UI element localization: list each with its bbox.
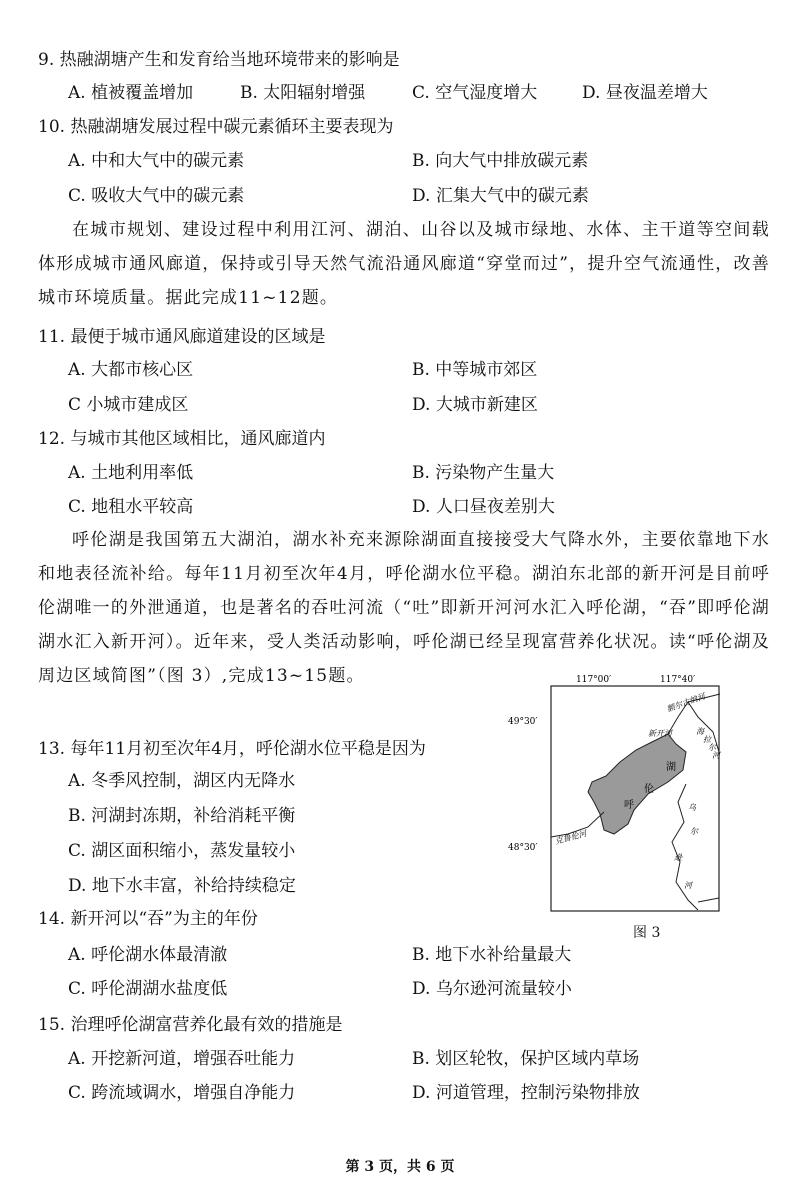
kerulen-river-label: 克鲁伦河 [554,828,588,846]
lat-label-2: 48°30′ [508,843,538,853]
hailar-char-1: 海 [696,727,704,736]
lat-label-1: 49°30′ [508,717,538,727]
q9-option-c: C. 空气湿度增大 [412,83,538,103]
q12-option-d: D. 人口昼夜差别大 [412,497,555,517]
q11-option-a: A. 大都市核心区 [68,360,194,380]
q11-option-c: C 小城市建成区 [68,395,189,415]
q10-option-a: A. 中和大气中的碳元素 [68,151,245,171]
lake-char-3: 湖 [666,762,676,773]
hulun-lake-map [505,672,723,917]
orshun-char-1: 乌 [688,803,696,812]
q15-option-c: C. 跨流域调水，增强自净能力 [68,1083,296,1103]
q13-option-b: B. 河湖封冻期，补给消耗平衡 [68,806,296,826]
q9-stem: 9. 热融湖塘产生和发育给当地环境带来的影响是 [38,50,400,70]
lon-label-2: 117°40′ [660,675,696,685]
passage-hulun-lake: 呼伦湖是我国第五大湖泊，湖水补充来源除湖面直接接受大气降水外，主要依靠地下水和地表径流补给。每年11月初至次年4月，呼伦湖水位平稳。湖泊东北部的新开河是目前呼伦湖唯一的外泄通道，也是著名的吞吐河流（“吐”即新开河河水汇入呼伦湖，“吞”即呼伦湖湖水汇入新开河）。近年来，受人类活动影响，呼伦湖已经呈现富营养化状况。读“呼伦湖及周边区域简图”（图 3）,完成13~15题。 [38,530,770,686]
lake-char-2: 伦 [644,784,654,795]
q10-option-d: D. 汇集大气中的碳元素 [412,186,589,206]
page-footer: 第 3 页，共 6 页 [345,1159,455,1175]
q14-option-d: D. 乌尔逊河流量较小 [412,979,572,999]
q15-option-b: B. 划区轮牧，保护区域内草场 [412,1049,640,1069]
q15-option-a: A. 开挖新河道，增强吞吐能力 [68,1049,296,1069]
orshun-char-3: 逊 [674,853,682,862]
q14-option-c: C. 呼伦湖湖水盐度低 [68,979,228,999]
q12-option-a: A. 土地利用率低 [68,463,194,483]
q9-option-a: A. 植被覆盖增加 [68,83,194,103]
q13-stem: 13. 每年11月初至次年4月，呼伦湖水位平稳是因为 [38,739,426,759]
q10-stem: 10. 热融湖塘发展过程中碳元素循环主要表现为 [38,117,394,137]
q14-option-a: A. 呼伦湖水体最清澈 [68,945,228,965]
passage-ventilation: 在城市规划、建设过程中利用江河、湖泊、山谷以及城市绿地、水体、主干道等空间载体形成城市通风廊道，保持或引导天然气流沿通风廊道“穿堂而过”，提升空气流通性，改善城市环境质量。据此完成11~12题。 [38,220,770,308]
orshun-char-2: 尔 [690,827,698,836]
lake-shape [588,734,686,834]
q10-option-c: C. 吸收大气中的碳元素 [68,186,245,206]
figure-caption: 图 3 [633,925,661,941]
q11-option-d: D. 大城市新建区 [412,395,538,415]
lake-char-1: 呼 [624,800,634,811]
q15-stem: 15. 治理呼伦湖富营养化最有效的措施是 [38,1015,343,1035]
q11-stem: 11. 最便于城市通风廊道建设的区域是 [38,327,326,347]
q11-option-b: B. 中等城市郊区 [412,360,538,380]
q14-stem: 14. 新开河以“吞”为主的年份 [38,909,258,929]
hailar-char-4: 河 [712,751,720,760]
xinkai-river-label: 新开河 [648,729,672,738]
lon-label-1: 117°00′ [576,675,612,685]
q10-option-b: B. 向大气中排放碳元素 [412,151,589,171]
ergun-river-label: 额尔古纳河 [665,691,707,714]
q13-option-c: C. 湖区面积缩小，蒸发量较小 [68,841,296,861]
q9-option-d: D. 昼夜温差增大 [582,83,708,103]
orshun-char-4: 河 [684,881,692,890]
q13-option-d: D. 地下水丰富，补给持续稳定 [68,876,296,896]
q15-option-d: D. 河道管理，控制污染物排放 [412,1083,640,1103]
q9-option-b: B. 太阳辐射增强 [240,83,366,103]
q14-option-b: B. 地下水补给量最大 [412,945,572,965]
hailar-char-2: 拉 [703,735,711,744]
q12-option-b: B. 污染物产生量大 [412,463,555,483]
hailar-char-3: 尔 [708,743,716,752]
q12-stem: 12. 与城市其他区域相比，通风廊道内 [38,429,326,449]
q13-option-a: A. 冬季风控制，湖区内无降水 [68,771,296,791]
q12-option-c: C. 地租水平较高 [68,497,194,517]
